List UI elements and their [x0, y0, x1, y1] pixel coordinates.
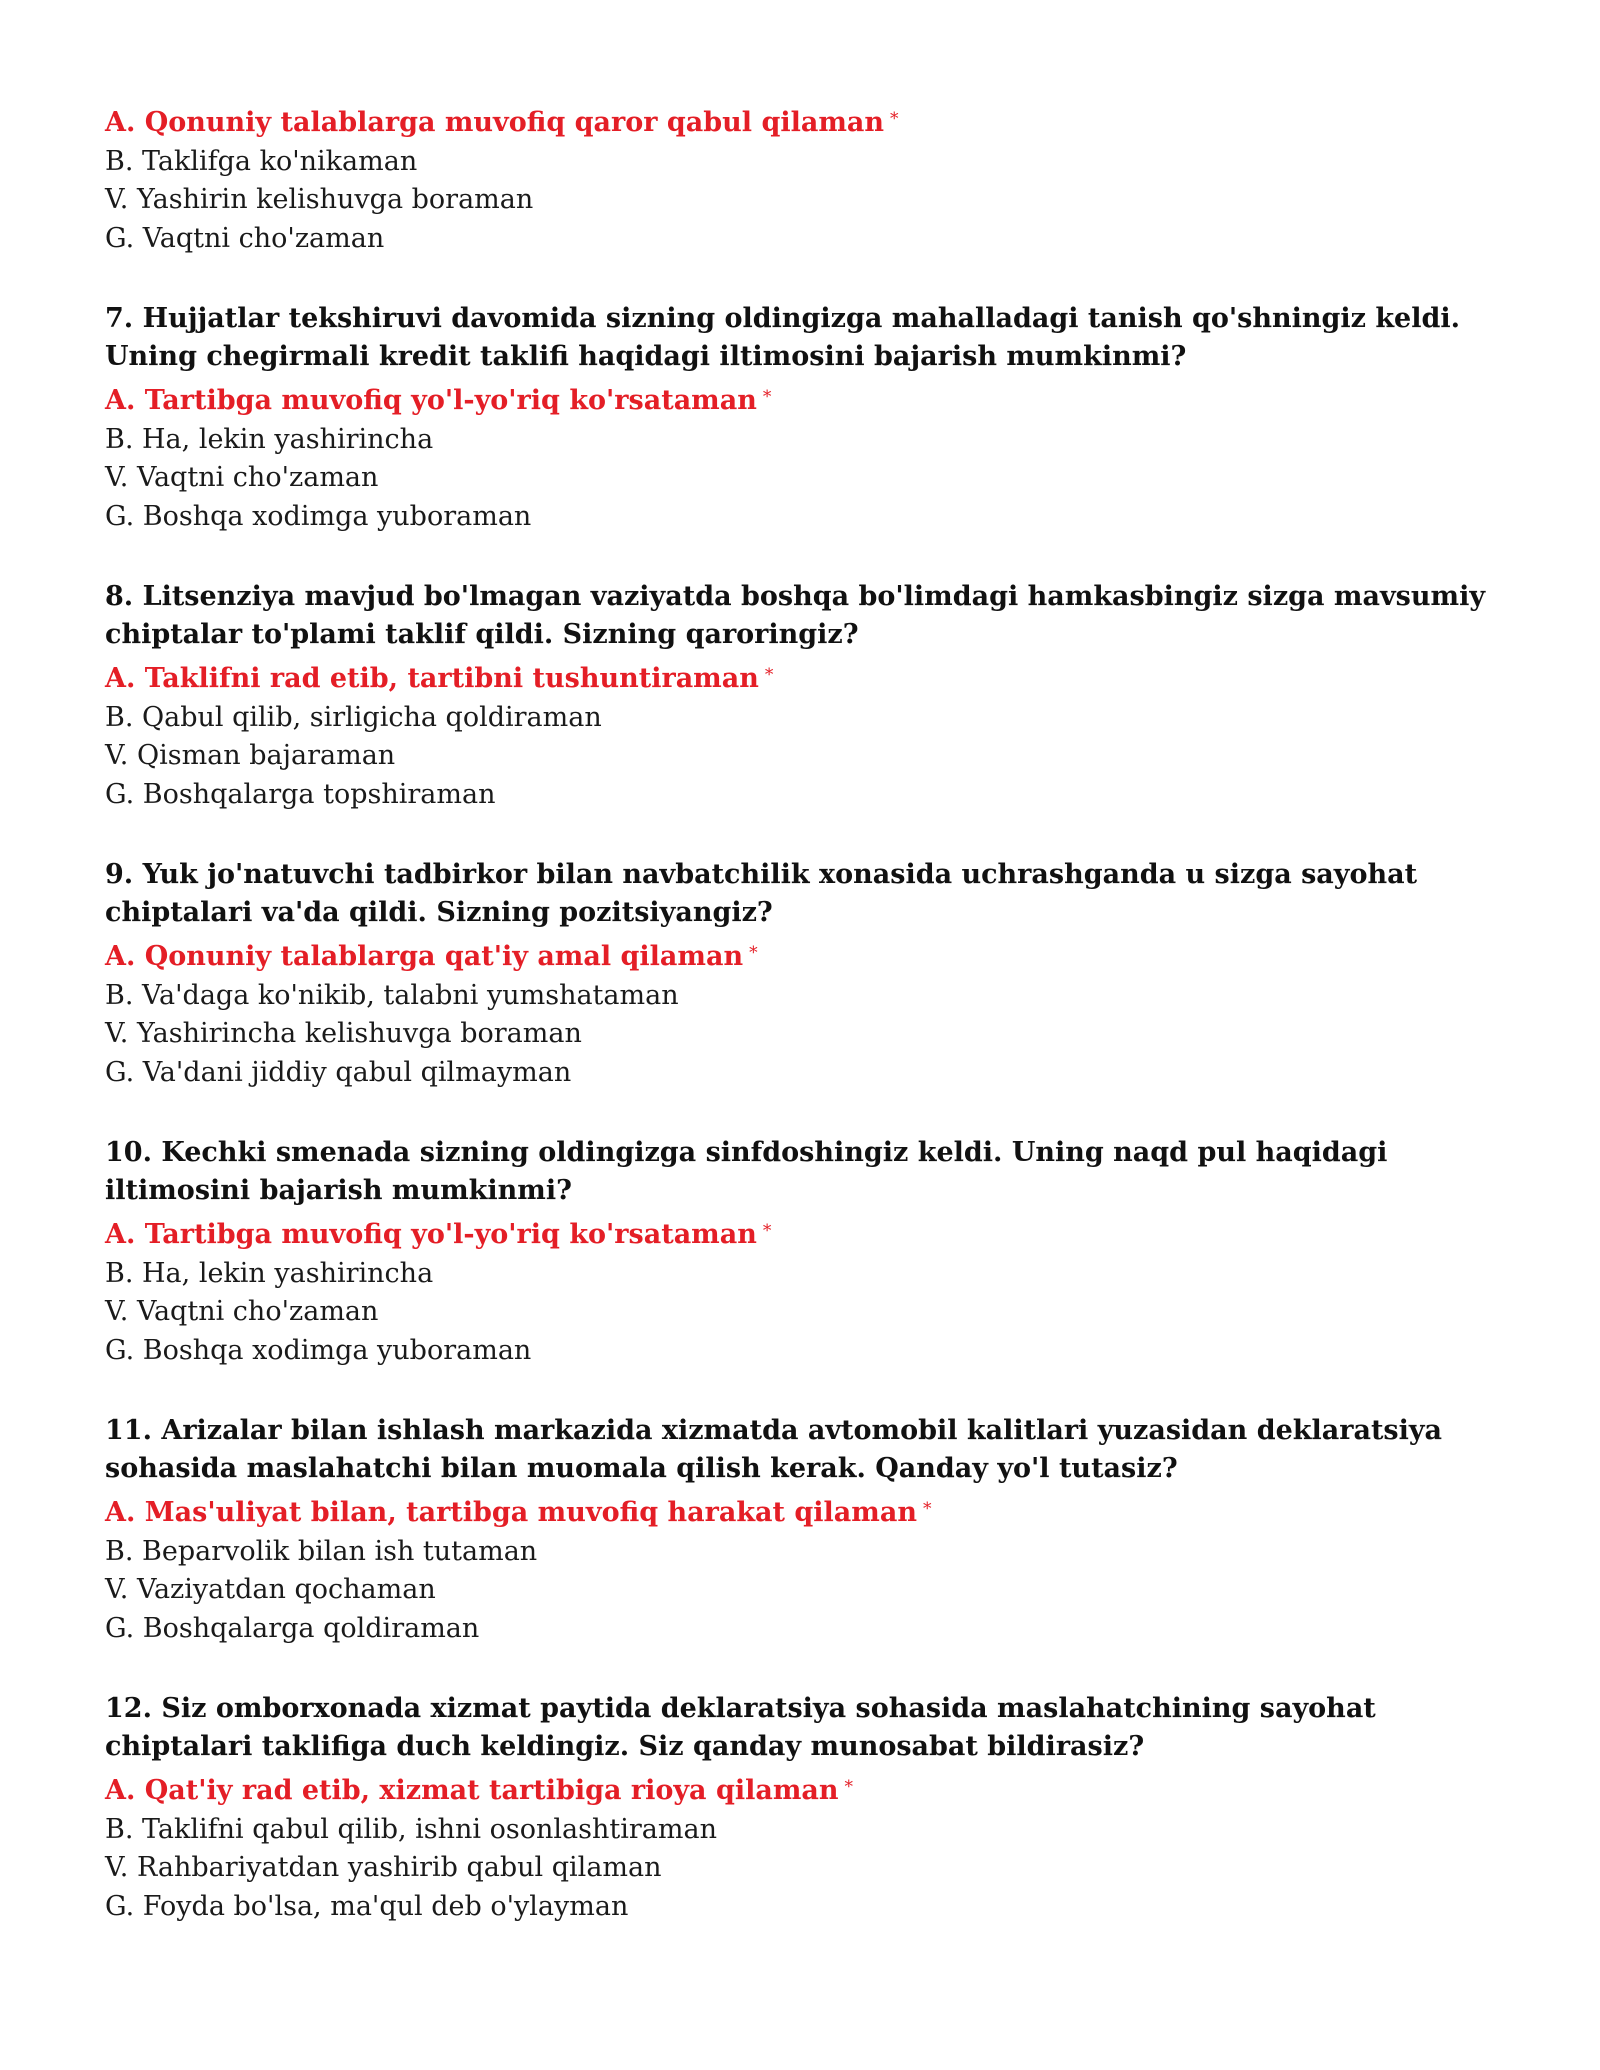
question-text: 7. Hujjatlar tekshiruvi davomida sizning oldingizga mahalladagi tanish qo'shningiz keldi. Uning chegirmali kredit taklifi haqidagi iltimosini bajarish mumkinmi? — [105, 303, 1461, 372]
option-v: V. Rahbariyatdan yashirib qabul qilaman — [105, 1852, 662, 1883]
option-g: G. Boshqa xodimga yuboraman — [105, 1334, 532, 1366]
correct-marker: * — [764, 665, 774, 685]
correct-marker: * — [890, 109, 899, 129]
option-v: V. Vaqtni cho'zaman — [105, 462, 379, 493]
question-block-7 — [105, 300, 1525, 536]
question-text: 8. Litsenziya mavjud bo'lmagan vaziyatda boshqa bo'limdagi hamkasbingiz sizga mavsumiy chiptalar to'plami taklif qildi. Sizning qaroringiz? — [105, 581, 1486, 650]
correct-marker: * — [844, 1777, 854, 1797]
question-block-6-continued — [105, 100, 1525, 258]
correct-marker: * — [749, 943, 758, 963]
question-text: 10. Kechki smenada sizning oldingizga sinfdoshingiz keldi. Uning naqd pul haqidagi iltimosini bajarish mumkinmi? — [105, 1137, 1388, 1206]
option-b: B. Ha, lekin yashirincha — [105, 1257, 434, 1289]
correct-option: A. Taklifni rad etib, tartibni tushuntiraman * — [105, 663, 774, 694]
option-v: V. Vaqtni cho'zaman — [105, 1296, 379, 1327]
option-g: G. Foyda bo'lsa, ma'qul deb o'ylayman — [105, 1890, 629, 1922]
question-block-12 — [105, 1690, 1525, 1926]
question-block-11 — [105, 1412, 1525, 1648]
option-b: B. Beparvolik bilan ish tutaman — [105, 1535, 538, 1567]
correct-option: A. Tartibga muvofiq yo'l-yo'riq ko'rsataman * — [105, 1219, 772, 1250]
option-g: G. Boshqalarga qoldiraman — [105, 1612, 480, 1644]
option-v: V. Vaziyatdan qochaman — [105, 1574, 436, 1605]
correct-marker: * — [923, 1499, 932, 1519]
correct-option: A. Tartibga muvofiq yo'l-yo'riq ko'rsataman * — [105, 385, 772, 416]
correct-option: A. Qat'iy rad etib, xizmat tartibiga rioya qilaman * — [105, 1775, 854, 1806]
correct-marker: * — [762, 1221, 772, 1241]
question-block-10 — [105, 1134, 1525, 1370]
correct-marker: * — [762, 387, 772, 407]
option-b: B. Qabul qilib, sirligicha qoldiraman — [105, 701, 602, 733]
option-b: B. Ha, lekin yashirincha — [105, 423, 434, 455]
option-g: G. Boshqa xodimga yuboraman — [105, 500, 532, 532]
question-text: 9. Yuk jo'natuvchi tadbirkor bilan navbatchilik xonasida uchrashganda u sizga sayohat chiptalari va'da qildi. Sizning pozitsiyangiz? — [105, 859, 1418, 928]
correct-option: A. Qonuniy talablarga qat'iy amal qilaman * — [105, 941, 758, 972]
option-b: B. Taklifni qabul qilib, ishni osonlashtiraman — [105, 1813, 717, 1845]
question-text: 12. Siz omborxonada xizmat paytida deklaratsiya sohasida maslahatchining sayohat chiptalari taklifiga duch keldingiz. Siz qanday munosabat bildirasiz? — [105, 1693, 1376, 1762]
correct-option: A. Mas'uliyat bilan, tartibga muvofiq harakat qilaman * — [105, 1497, 932, 1528]
correct-option: A. Qonuniy talablarga muvofiq qaror qabul qilaman * — [105, 107, 899, 138]
option-v: V. Qisman bajaraman — [105, 740, 396, 771]
option-v: V. Yashirin kelishuvga boraman — [105, 184, 534, 215]
option-g: G. Vaqtni cho'zaman — [105, 222, 385, 254]
option-g: G. Va'dani jiddiy qabul qilmayman — [105, 1056, 572, 1088]
option-b: B. Va'daga ko'nikib, talabni yumshataman — [105, 979, 679, 1011]
question-block-9 — [105, 856, 1525, 1092]
option-b: B. Taklifga ko'nikaman — [105, 145, 418, 177]
question-text: 11. Arizalar bilan ishlash markazida xizmatda avtomobil kalitlari yuzasidan deklaratsiya sohasida maslahatchi bilan muomala qilish kerak. Qanday yo'l tutasiz? — [105, 1415, 1443, 1484]
question-block-8 — [105, 578, 1525, 814]
option-g: G. Boshqalarga topshiraman — [105, 778, 496, 810]
option-v: V. Yashirincha kelishuvga boraman — [105, 1018, 582, 1049]
quiz-document — [105, 100, 1525, 1968]
